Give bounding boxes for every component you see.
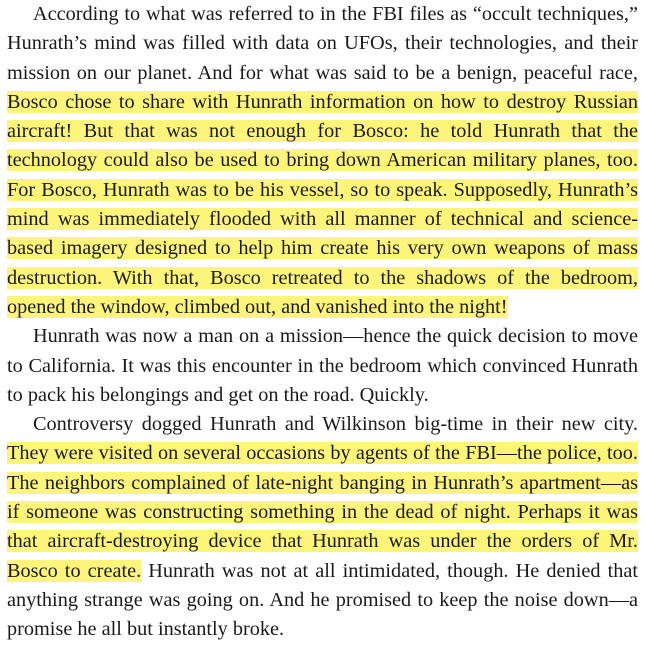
- text-segment: Hunrath was now a man on a mission—hence the quick decision to move to California. It was this encounter in the bedroom which convinced Hunrath to pack his belongings and get on the road. Quickly.: [7, 325, 638, 406]
- highlighted-text: Bosco chose to share with Hunrath information on how to destroy Russian aircraft! But that was not enough for Bosco: he told Hunrath that the technology could also be used to bring down American military planes, too. For Bosco, Hunrath was to be his vessel, so to speak. Supposedly, Hunrath’s mind was immediately flooded with all manner of technical and science-based imagery designed to help him create his very own weapons of mass destruction. With that, Bosco retreated to the shadows of the bedroom, opened the window, climbed out, and vanished into the night!: [7, 90, 638, 318]
- paragraph-2: [7, 322, 638, 410]
- paragraph-1: [7, 0, 638, 322]
- text-segment: Controversy dogged Hunrath and Wilkinson big-time in their new city.: [33, 413, 638, 436]
- text-segment: According to what was referred to in the FBI files as “occult techniques,” Hunrath’s mind was filled with data on UFOs, their technologies, and their mission on our planet. And for what was said to be a benign, peaceful race,: [7, 3, 638, 84]
- paragraph-3: [7, 410, 638, 644]
- text-segment: Hunrath was not at all intimidated, though. He denied that anything strange was going on. And he promised to keep the noise down—a promise he all but instantly broke.: [7, 559, 638, 641]
- highlighted-text: They were visited on several occasions by agents of the FBI—the police, too. The neighbors complained of late-night banging in Hunrath’s apartment—as if someone was constructing something in the dead of night. Perhaps it was that aircraft-destroying device that Hunrath was under the orders of Mr. Bosco to create.: [7, 442, 638, 582]
